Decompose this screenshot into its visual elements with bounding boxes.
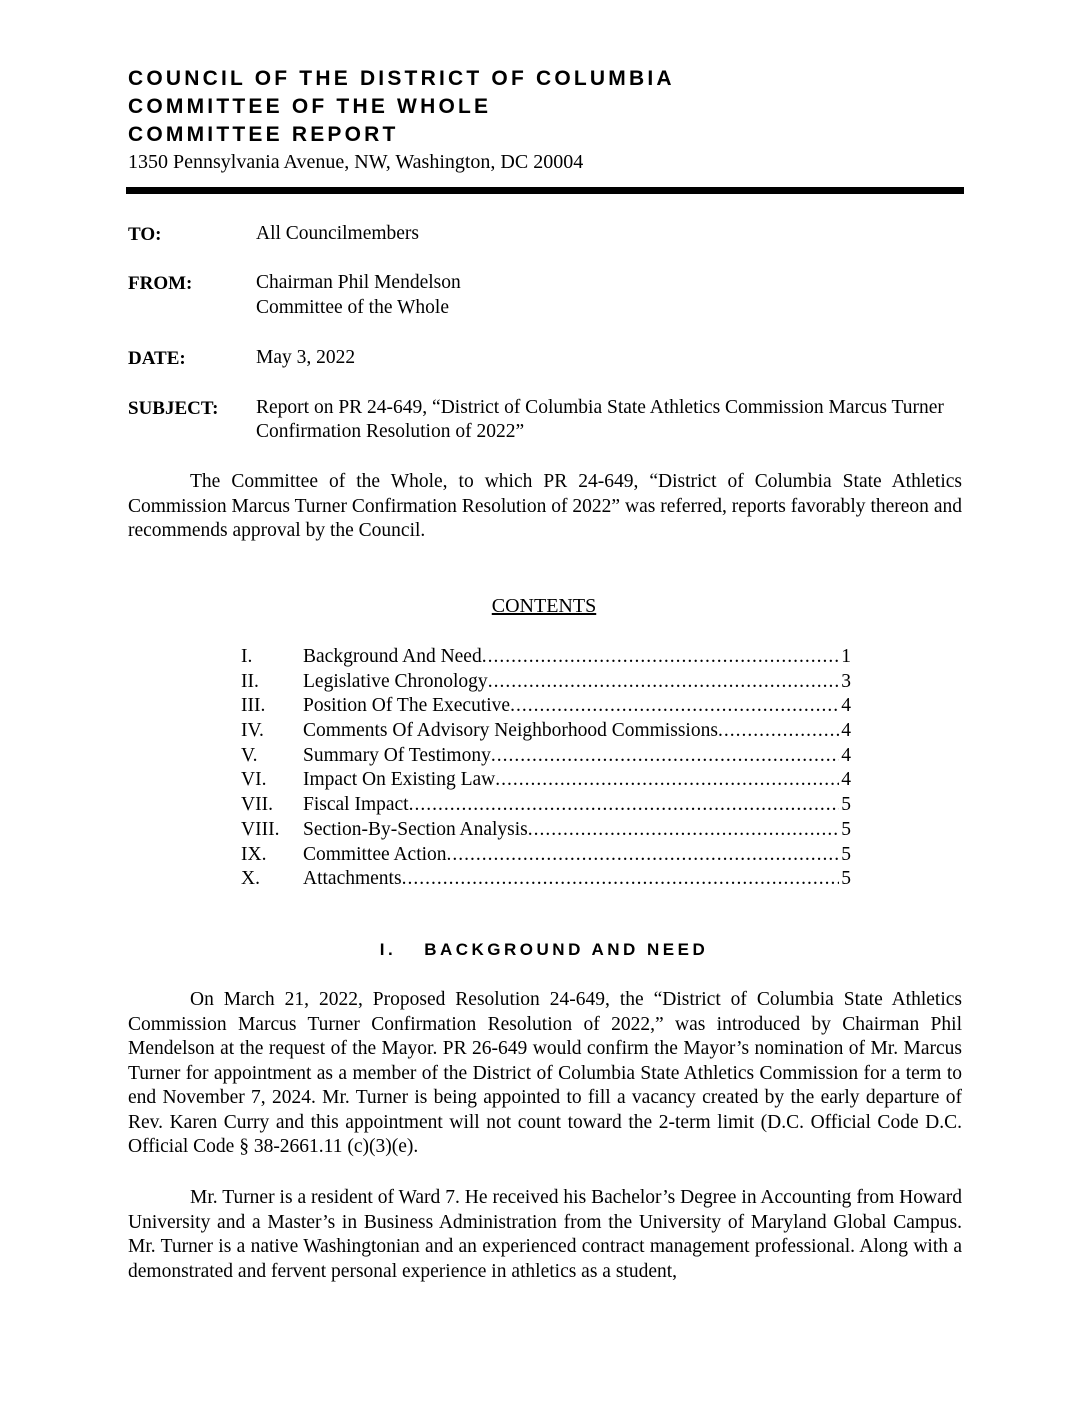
memo-date-value: May 3, 2022 <box>256 347 356 368</box>
toc-entry-number: VI. <box>241 769 267 791</box>
memo-to-label: TO: <box>128 224 162 245</box>
toc-leader-dots <box>495 768 839 793</box>
toc-entry <box>241 645 851 670</box>
toc-entry-title: Summary Of Testimony <box>303 744 491 766</box>
contents-title: CONTENTS <box>491 595 597 617</box>
section-number: I. <box>379 940 397 959</box>
toc-entry-page: 5 <box>841 794 851 816</box>
memo-subject-label: SUBJECT: <box>128 398 219 419</box>
toc-entry-number: IV. <box>241 720 264 742</box>
toc-leader-dots <box>491 744 839 769</box>
letterhead-report: COMMITTEE REPORT <box>128 123 399 146</box>
toc-entry-number: VIII. <box>241 818 280 840</box>
toc-entry-page: 4 <box>841 720 851 742</box>
memo-from-line2: Committee of the Whole <box>256 297 449 318</box>
toc-entry-number: II. <box>241 670 259 692</box>
memo-subject-value: Report on PR 24-649, “District of Columbia State Athletics Commission Marcus Turner Confirmation Resolution of 2022” <box>256 397 944 442</box>
toc-entry <box>241 694 851 719</box>
toc-leader-dots <box>482 645 840 670</box>
toc-entry-page: 4 <box>841 744 851 766</box>
table-of-contents <box>241 645 851 892</box>
toc-entry <box>241 670 851 695</box>
toc-leader-dots <box>510 694 839 719</box>
memo-from-line1: Chairman Phil Mendelson <box>256 272 461 293</box>
letterhead-council: COUNCIL OF THE DISTRICT OF COLUMBIA <box>128 67 675 90</box>
toc-entry-title: Section-By-Section Analysis <box>303 818 528 840</box>
toc-entry-page: 5 <box>841 868 851 890</box>
toc-leader-dots <box>528 818 839 843</box>
intro-paragraph: The Committee of the Whole, to which PR 24-649, “District of Columbia State Athletics Commission Marcus Turner Confirmation Resolution of 2022” was referred, reports favorably thereon and recommends approval by the Council. <box>128 471 962 541</box>
section-heading <box>0 938 1088 962</box>
toc-entry-page: 1 <box>841 646 851 667</box>
toc-leader-dots <box>488 670 840 695</box>
toc-entry-title: Legislative Chronology <box>303 670 488 692</box>
toc-entry-number: X. <box>241 868 260 890</box>
toc-entry-number: I. <box>241 646 253 667</box>
toc-leader-dots <box>447 843 840 868</box>
toc-entry-page: 3 <box>841 670 851 692</box>
letterhead-address: 1350 Pennsylvania Avenue, NW, Washington, DC 20004 <box>128 151 584 173</box>
toc-entry-page: 4 <box>841 769 851 791</box>
toc-entry <box>241 793 851 818</box>
toc-entry <box>241 818 851 843</box>
toc-entry-page: 5 <box>841 843 851 865</box>
toc-entry <box>241 719 851 744</box>
toc-entry <box>241 843 851 868</box>
toc-entry <box>241 867 851 892</box>
toc-entry-page: 5 <box>841 818 851 840</box>
toc-entry <box>241 768 851 793</box>
section-title: BACKGROUND AND NEED <box>424 940 709 959</box>
toc-leader-dots <box>402 867 840 892</box>
toc-entry-page: 4 <box>841 695 851 717</box>
toc-entry-number: III. <box>241 695 266 717</box>
toc-entry <box>241 744 851 769</box>
toc-entry-title: Position Of The Executive <box>303 695 511 717</box>
toc-entry-title: Impact On Existing Law <box>303 769 496 791</box>
letterhead-committee: COMMITTEE OF THE WHOLE <box>128 95 492 118</box>
memo-to-value: All Councilmembers <box>256 223 420 244</box>
header-rule <box>126 187 964 194</box>
toc-entry-number: IX. <box>241 843 267 865</box>
toc-leader-dots <box>718 719 839 744</box>
background-paragraph-2: Mr. Turner is a resident of Ward 7. He received his Bachelor’s Degree in Accounting from Howard University and a Master’s in Business Administration from the University of Maryland Global Campus. Mr. Turner is a native Washingtonian and an experienced contract management professional. Along with a demonstrated and fervent personal experience in athletics as a student, <box>128 1187 962 1282</box>
toc-entry-number: V. <box>241 744 258 766</box>
toc-entry-title: Fiscal Impact <box>303 794 409 816</box>
toc-entry-title: Background And Need <box>303 646 482 667</box>
toc-entry-title: Attachments <box>303 868 402 890</box>
memo-from-label: FROM: <box>128 273 193 294</box>
memo-date-label: DATE: <box>128 348 186 369</box>
toc-leader-dots <box>409 793 840 818</box>
toc-entry-title: Committee Action <box>303 843 447 865</box>
toc-entry-title: Comments Of Advisory Neighborhood Commissions <box>303 720 718 742</box>
background-paragraph-1: On March 21, 2022, Proposed Resolution 24-649, the “District of Columbia State Athletics Commission Marcus Turner Confirmation Resolution of 2022,” was introduced by Chairman Phil Mendelson at the request of the Mayor. PR 26-649 would confirm the Mayor’s nomination of Mr. Marcus Turner for appointment as a member of the District of Columbia State Athletics Commission for a term to end November 7, 2024. Mr. Turner is being appointed to fill a vacancy created by the early departure of Rev. Karen Curry and this appointment will not count toward the 2-term limit (D.C. Official Code D.C. Official Code § 38-2661.11 (c)(3)(e). <box>128 989 962 1157</box>
toc-entry-number: VII. <box>241 794 273 816</box>
